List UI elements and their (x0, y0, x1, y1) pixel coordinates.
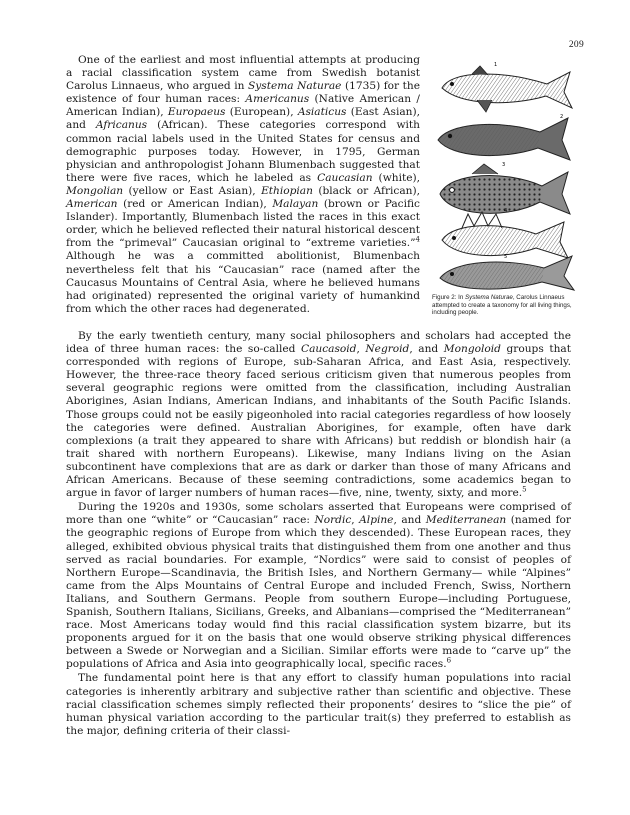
fish-1-icon (442, 62, 572, 112)
narrow-text-column (66, 54, 420, 316)
footnote-ref-6: 6 (446, 656, 452, 665)
fish-4-icon (442, 208, 568, 258)
svg-text:1: 1 (494, 62, 498, 68)
footnote-ref-5: 5 (522, 485, 527, 494)
fish-2-icon (438, 114, 570, 160)
svg-text:4: 4 (504, 208, 508, 214)
paragraph-linnaeus: One of the earliest and most influential attempts at producing a racial classification system came from Swedish botanist Carolus Linnaeus, who argued in Systema Naturae (1735) for the existence of four human races: Americanus (Native American / American Indian), Europaeus (European), Asiaticus (East Asian), and Africanus (African). These categories correspond with common racial labels used in the United States for census and demographic purposes today. However, in 1795, German physician and anthropologist Johann Blumenbach suggested that there were five races, which he labeled as Caucasian (white), Mongolian (yellow or East Asian), Ethiopian (black or African), American (red or American Indian), Malayan (brown or Pacific Islander). Importantly, Blumenbach listed the races in this exact order, which he believed reflected their natural historical descent from the “primeval” Caucasian original to “extreme varieties.”$^4$ Although he was a committed abolitionist, Blumenbach nevertheless felt that his “Caucasian” race (named after the Caucasus Mountains of Central Asia, where he believed humans had originated) represented the original variety of humankind from which the other races had degenerated. (66, 54, 420, 315)
wide-text-column (66, 330, 571, 738)
fish-3-icon (440, 162, 570, 214)
paragraph-three-races: By the early twentieth century, many social philosophers and scholars had accepted the idea of three human races: the so-called Caucasoid, Negroid, and Mongoloid groups that corresponded with regions of Europe, sub-Saharan Africa, and East Asia, respectively. However, the three-race theory faced serious criticism given that numerous peoples from several geographic regions were omitted from the classification, including Australian Aborigines, Asian Indians, American Indians, and inhabitants of the South Pacific Islands. Those groups could not be easily pigeonholed into racial categories regardless of how loosely the categories were defined. Australian Aborigines, for example, often have dark complexions (a trait they appeared to share with Africans) but reddish or blondish hair (a trait shared with northern Europeans). Likewise, many Indians living on the Asian subcontinent have complexions that are as dark or darker than those of many Africans and African Americans. Because of these seeming contradictions, some academics began to argue in favor of larger numbers of human races—five, nine, twenty, sixty, and more.$^5$ (66, 330, 571, 500)
page-number: 209 (568, 40, 584, 50)
svg-text:3: 3 (502, 162, 506, 168)
svg-text:2: 2 (560, 114, 564, 120)
footnote-ref-4: 4 (415, 235, 420, 244)
fish-engraving-image (432, 62, 580, 292)
fish-5-icon (440, 254, 574, 290)
paragraph-fundamental-point: The fundamental point here is that any effort to classify human populations into racial categories is inherently arbitrary and subjective rather than scientific and objective. These racial classification schemes simply reflected their proponents’ desires to “slice the pie” of human physical variation according to the particular trait(s) they preferred to establish as the major, defining criteria of their classi- (66, 672, 571, 737)
fish-illustration-figure (432, 62, 580, 310)
paragraph-european-races: During the 1920s and 1930s, some scholars asserted that Europeans were comprised of more than one “white” or “Caucasian” race: Nordic, Alpine, and Mediterranean (named for the geographic regions of Europe from which they descended). These European races, they alleged, exhibited obvious physical traits that distinguished them from one another and thus served as racial boundaries. For example, “Nordics” were said to consist of peoples of Northern Europe—Scandinavia, the British Isles, and Northern Germany— while “Alpines” came from the Alps Mountains of Central Europe and included French, Swiss, Northern Italians, and Southern Germans. People from southern Europe—including Portuguese, Spanish, Southern Italians, Sicilians, Greeks, and Albanians—comprised the “Mediterranean” race. Most Americans today would find this racial classification system bizarre, but its proponents argued for it on the basis that one would observe striking physical differences between a Swede or Norwegian and a Sicilian. Similar efforts were made to “carve up” the populations of Africa and Asia into geographically local, specific races.$^6$ (66, 501, 571, 671)
figure-caption: Figure 2: In Systema Naturae, Carolus Linnaeus attempted to create a taxonomy for all living things, including people. (432, 294, 572, 317)
svg-text:5: 5 (504, 254, 508, 260)
